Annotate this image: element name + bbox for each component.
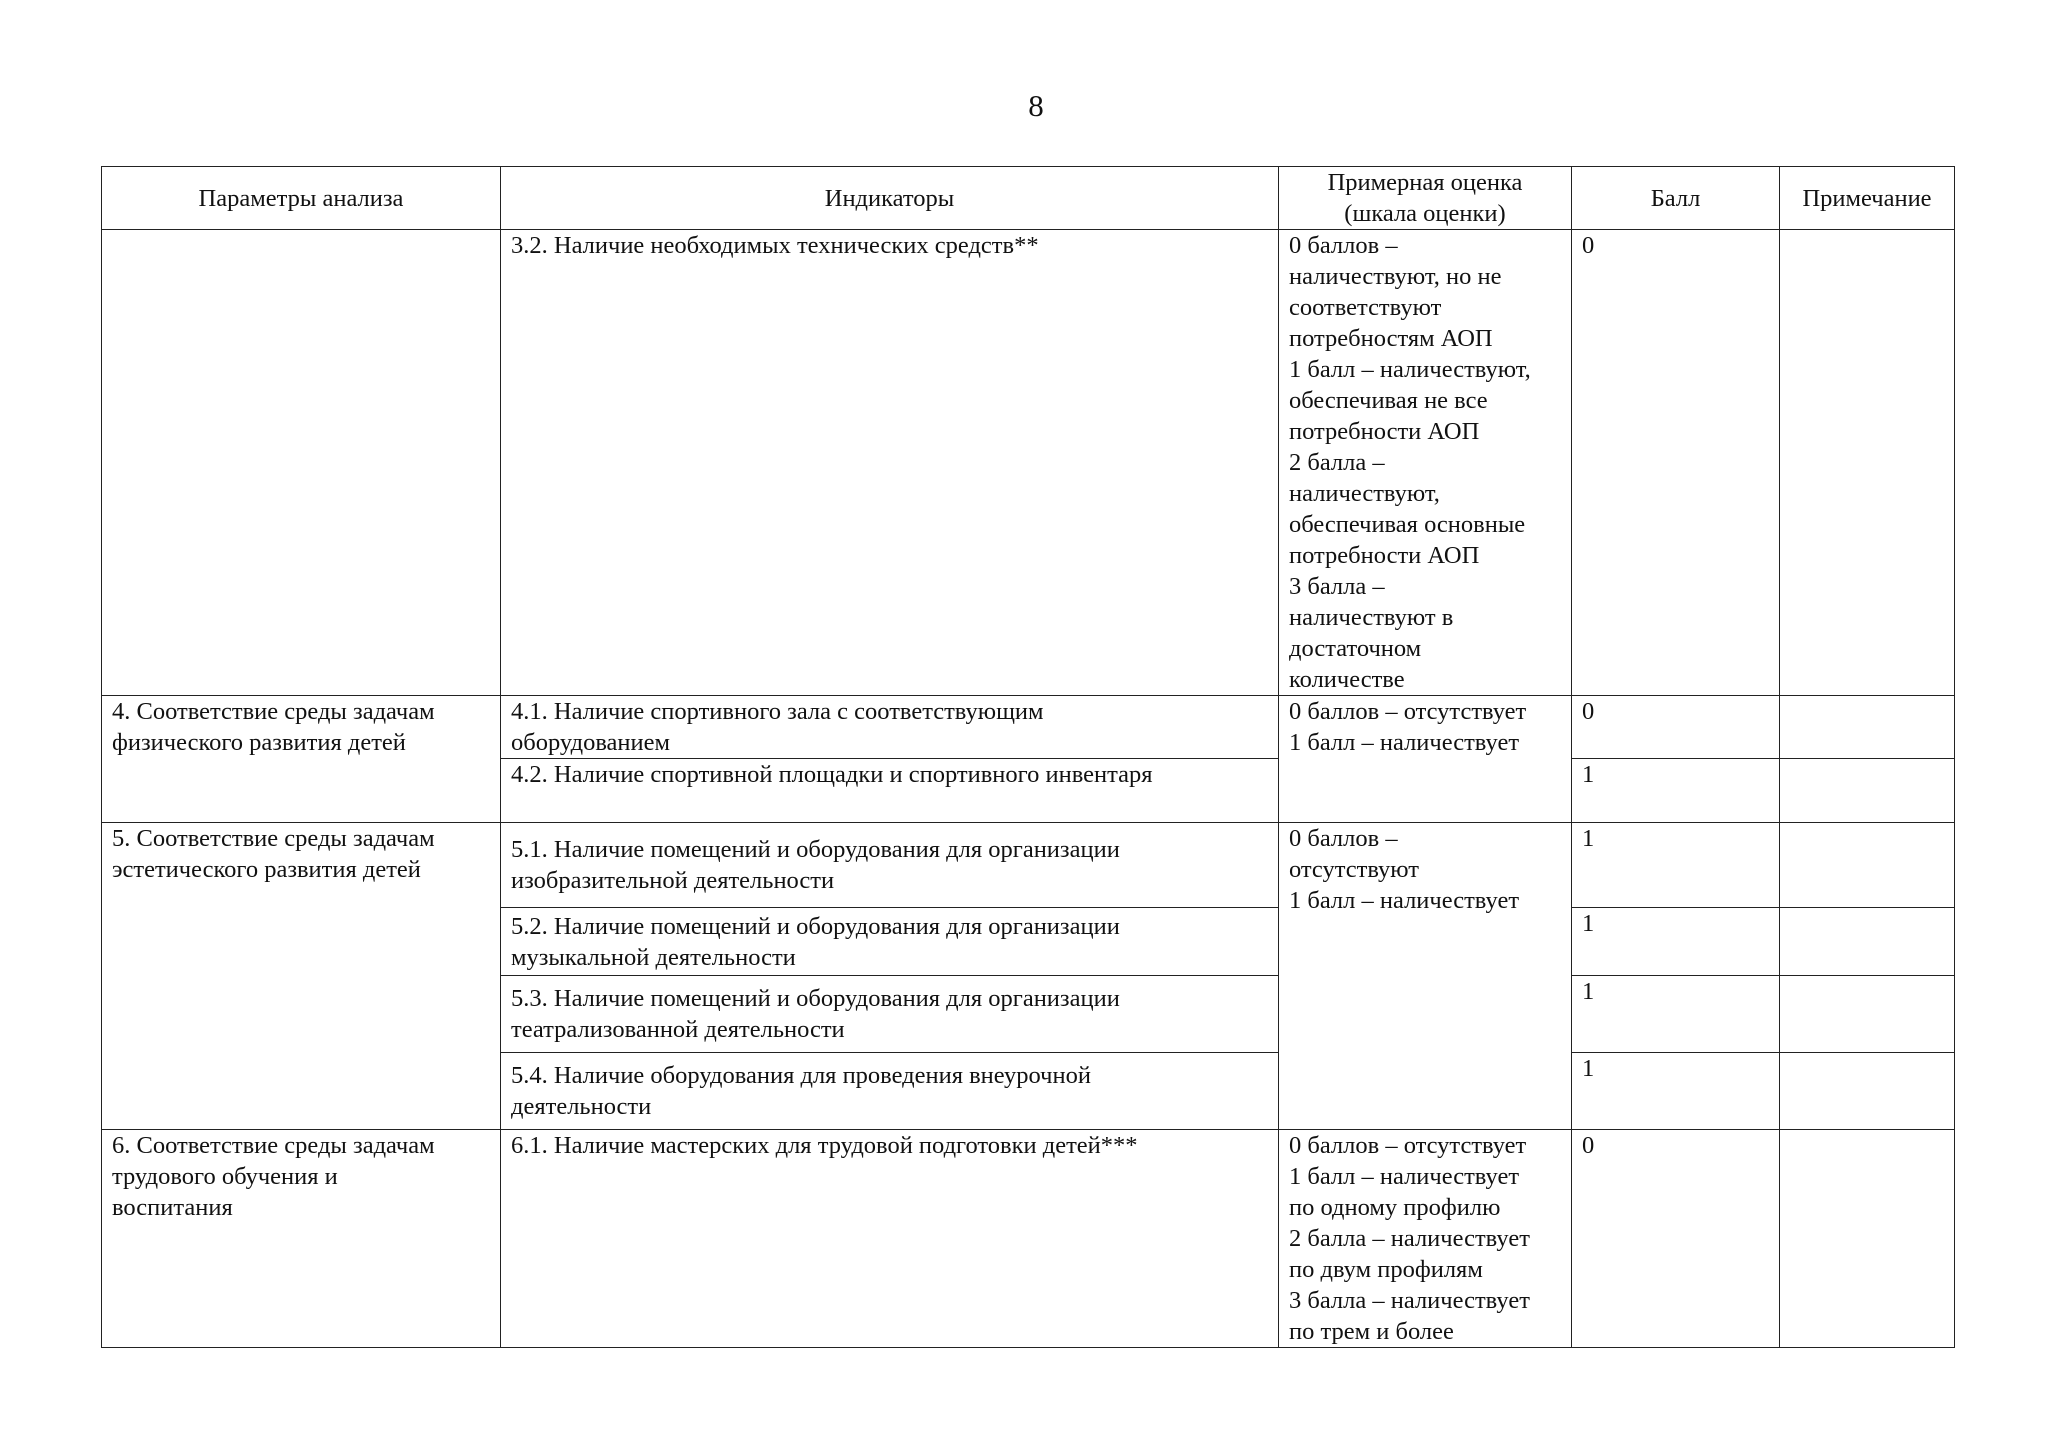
header-note: Примечание (1780, 167, 1955, 230)
scale-5: 0 баллов – отсутствуют 1 балл – наличествует (1279, 823, 1572, 1130)
table-row (102, 696, 1955, 759)
indicator-6-1: 6.1. Наличие мастерских для трудовой подготовки детей*** (501, 1130, 1279, 1348)
assessment-table (101, 166, 1955, 1348)
score-5-3: 1 (1572, 976, 1780, 1053)
param-cell-empty (102, 230, 501, 696)
header-score: Балл (1572, 167, 1780, 230)
page-number: 8 (1028, 88, 1044, 123)
note-3-2 (1780, 230, 1955, 696)
scale-6: 0 баллов – отсутствует 1 балл – наличествует по одному профилю 2 балла – наличествует по двум профилям 3 балла – наличествует по трем и более (1279, 1130, 1572, 1348)
score-6-1: 0 (1572, 1130, 1780, 1348)
header-scale: Примерная оценка (шкала оценки) (1279, 167, 1572, 230)
scale-3-2: 0 баллов – наличествуют, но не соответствуют потребностям АОП 1 балл – наличествуют, обеспечивая не все потребности АОП 2 балла – наличествуют, обеспечивая основные потребности АОП 3 балла – наличествуют в достаточном количестве (1279, 230, 1572, 696)
indicator-5-3: 5.3. Наличие помещений и оборудования для организации театрализованной деятельности (501, 976, 1279, 1053)
note-5-2 (1780, 908, 1955, 976)
score-5-1: 1 (1572, 823, 1780, 908)
indicator-3-2: 3.2. Наличие необходимых технических средств** (501, 230, 1279, 696)
param-6: 6. Соответствие среды задачам трудового обучения и воспитания (102, 1130, 501, 1348)
param-4: 4. Соответствие среды задачам физического развития детей (102, 696, 501, 823)
score-5-2: 1 (1572, 908, 1780, 976)
table-row (102, 230, 1955, 696)
note-5-3 (1780, 976, 1955, 1053)
indicator-4-1: 4.1. Наличие спортивного зала с соответствующим оборудованием (501, 696, 1279, 759)
table-row (102, 823, 1955, 908)
indicator-5-2: 5.2. Наличие помещений и оборудования для организации музыкальной деятельности (501, 908, 1279, 976)
note-4-2 (1780, 759, 1955, 823)
table-header-row (102, 167, 1955, 230)
table-row (102, 1130, 1955, 1348)
scale-4: 0 баллов – отсутствует 1 балл – наличествует (1279, 696, 1572, 823)
param-5: 5. Соответствие среды задачам эстетического развития детей (102, 823, 501, 1130)
indicator-5-4: 5.4. Наличие оборудования для проведения внеурочной деятельности (501, 1053, 1279, 1130)
score-4-1: 0 (1572, 696, 1780, 759)
note-6-1 (1780, 1130, 1955, 1348)
score-4-2: 1 (1572, 759, 1780, 823)
score-5-4: 1 (1572, 1053, 1780, 1130)
note-4-1 (1780, 696, 1955, 759)
indicator-4-2: 4.2. Наличие спортивной площадки и спортивного инвентаря (501, 759, 1279, 823)
score-3-2: 0 (1572, 230, 1780, 696)
indicator-5-1: 5.1. Наличие помещений и оборудования для организации изобразительной деятельности (501, 823, 1279, 908)
note-5-4 (1780, 1053, 1955, 1130)
note-5-1 (1780, 823, 1955, 908)
header-indicators: Индикаторы (501, 167, 1279, 230)
header-params: Параметры анализа (102, 167, 501, 230)
